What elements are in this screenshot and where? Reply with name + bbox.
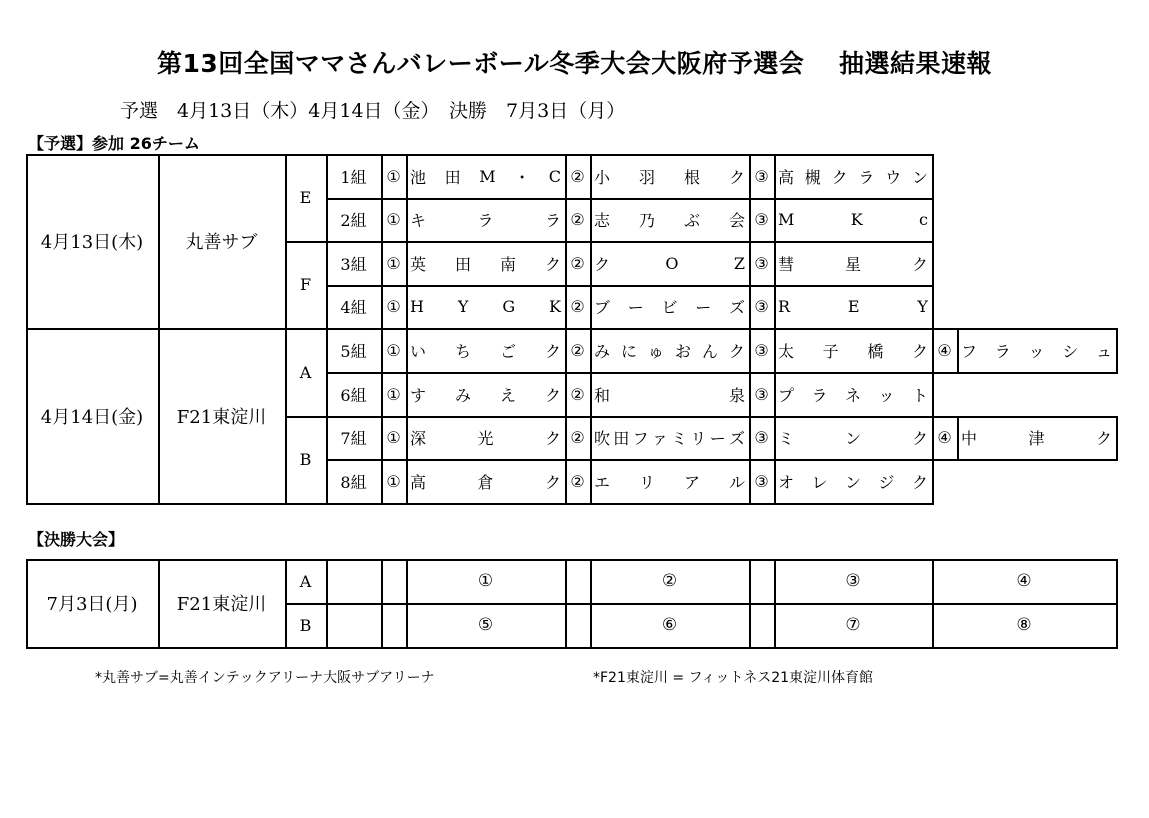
team-seed-mark: ③: [754, 253, 769, 273]
team-seed-mark: ②: [570, 166, 585, 186]
team-name: 深 光 ク: [410, 429, 561, 448]
team-name: 吹 田 フ ァ ミ リ ー ズ: [594, 429, 745, 448]
page-title: 第13回全国ママさんバレーボール冬季大会大阪府予選会 抽選結果速報: [157, 49, 992, 78]
final-heading: 【決勝大会】: [28, 530, 125, 549]
team-seed-mark: ②: [570, 428, 585, 447]
venue-note-maruzen: *丸善サブ=丸善インテックアリーナ大阪サブアリーナ: [95, 670, 435, 686]
team-name: ミ ン ク: [778, 429, 928, 448]
team-seed-mark: ①: [386, 340, 401, 360]
prelim-venue: F21東淀川: [176, 406, 267, 428]
group-label: 7組: [340, 429, 367, 448]
team-name: ク O Z: [594, 253, 745, 274]
group-label: 4組: [340, 298, 367, 317]
final-slot: ④: [1016, 571, 1032, 591]
team-seed-mark: ③: [754, 384, 769, 404]
team-seed-mark: ③: [754, 340, 769, 360]
team-seed-mark: ②: [570, 253, 585, 273]
team-seed-mark: ②: [570, 210, 585, 229]
team-name: 英 田 南 ク: [410, 254, 561, 274]
team-seed-mark: ①: [386, 297, 401, 316]
schedule-dates: 予選 4月13日（木）4月14日（金） 決勝 7月3日（月）: [120, 100, 626, 122]
group-label: 3組: [340, 254, 367, 274]
prelim-date: 4月13日(木): [40, 232, 144, 253]
court-label: F: [299, 275, 312, 294]
group-label: 8組: [340, 472, 367, 492]
team-seed-mark: ②: [570, 297, 585, 316]
team-name: 太 子 橋 ク: [778, 341, 928, 361]
court-label: A: [299, 362, 312, 382]
final-court-label: B: [299, 615, 312, 635]
team-name: H Y G K: [410, 297, 561, 316]
prelim-date: 4月14日(金): [40, 406, 144, 428]
final-slot: ⑦: [845, 615, 861, 635]
venue-note-f21: *F21東淀川 = フィットネス21東淀川体育館: [593, 670, 874, 686]
team-name: 彗 星 ク: [778, 254, 928, 274]
prelim-heading: 【予選】参加 26チーム: [28, 134, 200, 153]
team-name: キ ラ ラ: [410, 211, 561, 230]
team-seed-mark: ②: [570, 384, 585, 404]
group-label: 6組: [340, 385, 367, 405]
final-court-label: A: [299, 571, 312, 591]
team-seed-mark: ①: [386, 166, 401, 186]
team-name: 池 田 M ・ C: [410, 166, 561, 187]
group-label: 1組: [340, 167, 367, 187]
team-seed-mark: ④: [937, 340, 952, 360]
team-name: 小 羽 根 ク: [594, 167, 745, 187]
team-seed-mark: ③: [754, 428, 769, 447]
team-seed-mark: ③: [754, 297, 769, 316]
team-name: す み え ク: [410, 385, 561, 405]
final-slot: ①: [477, 571, 494, 591]
team-seed-mark: ①: [386, 253, 401, 273]
group-label: 5組: [340, 341, 367, 361]
final-slot: ⑤: [477, 615, 494, 635]
court-label: B: [299, 450, 312, 469]
final-date: 7月3日(月): [46, 594, 138, 615]
team-name: 高 槻 ク ラ ウ ン: [778, 167, 928, 187]
team-seed-mark: ①: [386, 428, 401, 447]
final-slot: ⑥: [661, 615, 678, 635]
team-seed-mark: ①: [386, 384, 401, 404]
team-name: い ち ご ク: [410, 341, 561, 361]
team-seed-mark: ①: [386, 210, 401, 229]
final-venue: F21東淀川: [176, 594, 267, 615]
team-name: R E Y: [778, 297, 928, 316]
final-slot: ②: [661, 571, 678, 591]
team-name: 志 乃 ぶ 会: [594, 211, 745, 230]
final-slot: ⑧: [1016, 615, 1032, 635]
team-name: 中 津 ク: [961, 429, 1112, 448]
final-slot: ③: [845, 571, 861, 591]
team-name: み に ゅ お ん ク: [594, 341, 745, 361]
team-name: フ ラ ッ シ ュ: [961, 341, 1112, 361]
team-name: 高 倉 ク: [410, 472, 561, 492]
court-label: E: [299, 188, 312, 207]
team-seed-mark: ①: [386, 471, 401, 491]
team-seed-mark: ③: [754, 166, 769, 186]
team-seed-mark: ②: [570, 340, 585, 360]
team-seed-mark: ③: [754, 471, 769, 491]
team-name: M K c: [778, 210, 928, 229]
team-name: ブ ー ビ ー ズ: [594, 298, 745, 317]
team-name: 和 泉: [594, 385, 745, 405]
group-label: 2組: [340, 211, 367, 230]
team-seed-mark: ④: [937, 428, 952, 447]
prelim-venue: 丸善サブ: [185, 232, 258, 253]
team-name: プ ラ ネ ッ ト: [778, 385, 928, 405]
team-name: オ レ ン ジ ク: [778, 472, 928, 492]
team-name: エ リ ア ル: [594, 472, 745, 492]
team-seed-mark: ②: [570, 471, 585, 491]
team-seed-mark: ③: [754, 210, 769, 229]
